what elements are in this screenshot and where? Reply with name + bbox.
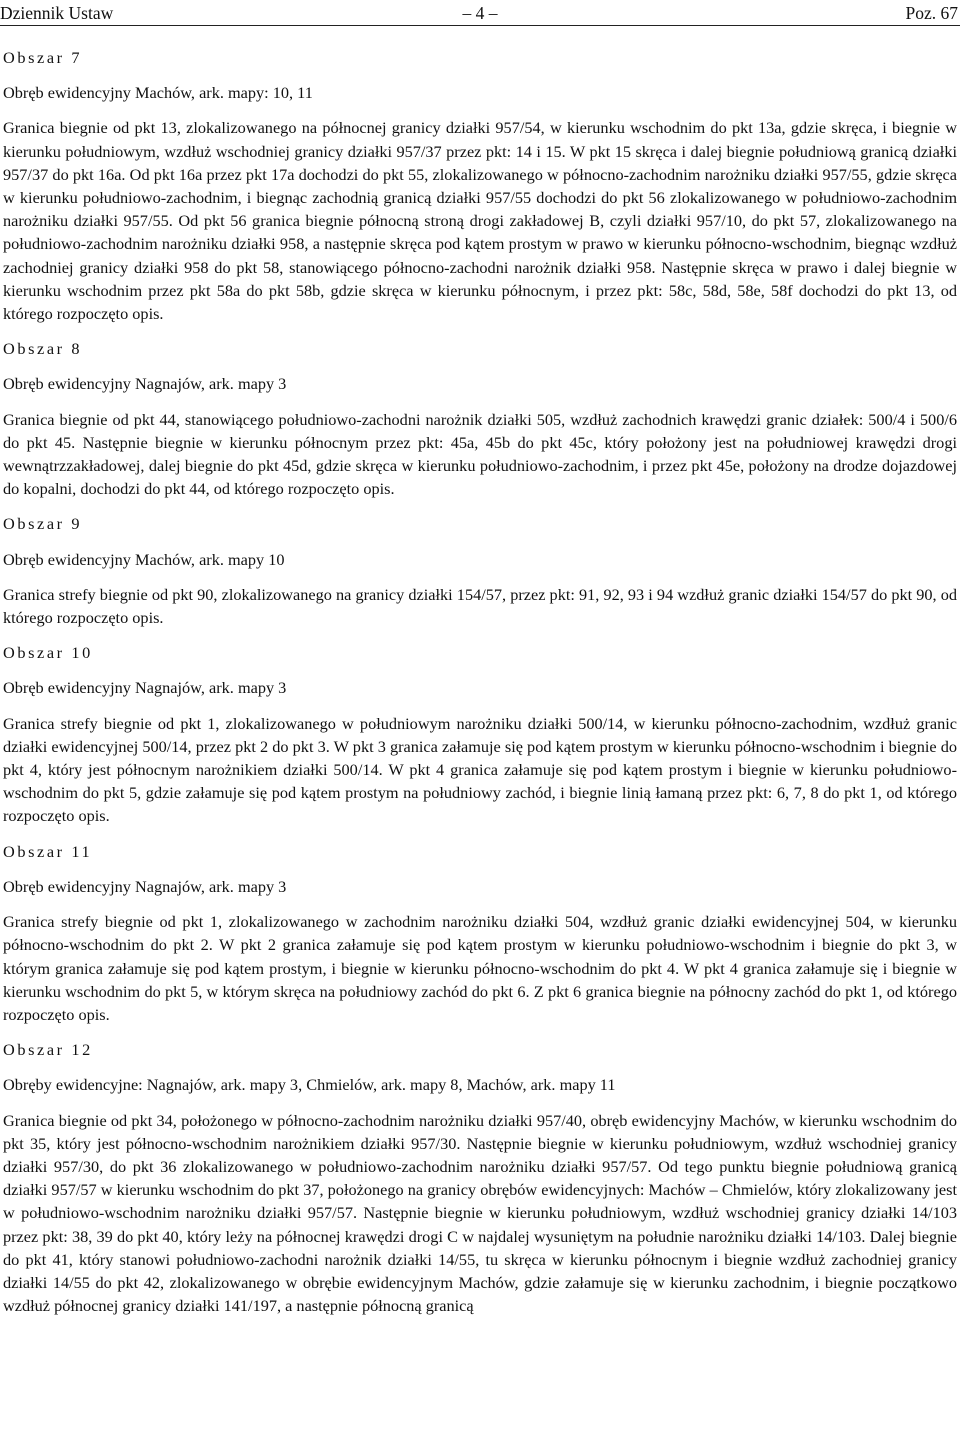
position-number: Poz. 67 [905, 3, 958, 23]
section-text: Granica strefy biegnie od pkt 1, zlokalizowanego w zachodnim narożniku działki 504, wzdłuż granic działki ewidencyjnej 504, w kierunku północno-wschodnim do pkt 2. W pkt 2 granica załamuje się pod kątem prostym w kierunku południowo-wschodnim i biegnie do pkt 3, w którym granica załamuje się pod kątem prostym, i biegnie w kierunku północno-wschodnim do pkt 4. W pkt 4 granica załamuje się i biegnie w kierunku wschodnim do pkt 5, w którym skręca na południowy zachód do pkt 6. Z pkt 6 granica biegnie na północny zachód do pkt 1, od którego rozpoczęto opis. [3, 912, 957, 1024]
section-title: Obszar 12 [3, 1040, 93, 1060]
section-title: Obszar 11 [3, 841, 93, 861]
section-title: Obszar 9 [3, 514, 83, 534]
section-text: Granica strefy biegnie od pkt 90, zlokalizowanego na granicy działki 154/57, przez pkt: 91, 92, 93 i 94 wzdłuż granic działki 154/57 do pkt 90, od którego rozpoczęto opis. [3, 584, 957, 628]
page-number: – 4 – [462, 3, 498, 23]
section-obreb: Obręb ewidencyjny Machów, ark. mapy: 10, 11 [3, 83, 313, 103]
section-text: Granica biegnie od pkt 13, zlokalizowanego na północnej granicy działki 957/54, w kierunku wschodnim do pkt 13a, gdzie skręca, i biegnie w kierunku południowym, wzdłuż wschodniej granicy działki 957/37 przez pkt: 14 i 15. W pkt 15 skręca i dalej biegnie południową granicą działki 957/37 do pkt 16a. Od pkt 16a przez pkt 17a dochodzi do pkt 55, zlokalizowanego w północno-zachodnim narożniku działki 957/55, gdzie skręca w kierunku południowo-zachodnim, i biegnąc zachodnią granicą działki 957/55 dochodzi do pkt 56 zlokalizowanego w południowo-zachodnim narożniku działki 957/55. Od pkt 56 granica biegnie północną stroną drogi zakładowej B, czyli działki 957/10, do pkt 57, zlokalizowanego na południowo-zachodnim narożniku działki 958, a następnie skręca pod kątem prostym w prawo w kierunku północno-wschodnim, biegnąc wzdłuż zachodniej granicy działki 958 do pkt 58, stanowiącego północno-zachodni narożnik działki 958. Następnie skręca w prawo i dalej biegnie w kierunku wschodnim przez pkt 58a do pkt 58b, gdzie skręca w kierunku północnym, i przez pkt: 58c, 58d, 58e, 58f dochodzi do pkt 13, od którego rozpoczęto opis. [3, 118, 957, 324]
journal-title: Dziennik Ustaw [0, 3, 114, 23]
section-obreb: Obręby ewidencyjne: Nagnajów, ark. mapy 3, Chmielów, ark. mapy 8, Machów, ark. mapy 11 [3, 1075, 616, 1095]
section-title: Obszar 10 [3, 643, 93, 663]
section-title: Obszar 8 [3, 339, 83, 359]
section-obreb: Obręb ewidencyjny Nagnajów, ark. mapy 3 [3, 678, 287, 698]
section-title: Obszar 7 [3, 48, 83, 67]
section-obreb: Obręb ewidencyjny Nagnajów, ark. mapy 3 [3, 876, 287, 896]
document-body [3, 46, 957, 1317]
section-obreb: Obręb ewidencyjny Nagnajów, ark. mapy 3 [3, 374, 287, 394]
section-obreb: Obręb ewidencyjny Machów, ark. mapy 10 [3, 549, 285, 569]
section-text: Granica strefy biegnie od pkt 1, zlokalizowanego w południowym narożniku działki 500/14, w kierunku północno-zachodnim, wzdłuż granic działki ewidencyjnej 500/14, przez pkt 2 do pkt 3. W pkt 3 granica załamuje się pod kątem prostym w kierunku północno-wschodnim i biegnie do pkt 4, który jest północnym narożnikiem działki 500/14. W pkt 4 granica załamuje się pod kątem prostym i biegnie w kierunku południowo-wschodnim do pkt 5, gdzie załamuje się pod kątem prostym na południowy zachód, i biegnie linią łamaną przez pkt: 6, 7, 8 do pkt 1, od którego rozpoczęto opis. [3, 713, 957, 826]
section-obszar-7 [3, 46, 957, 325]
section-text: Granica biegnie od pkt 34, położonego w północno-zachodnim narożniku działki 957/40, obręb ewidencyjny Machów, w kierunku wschodnim do pkt 35, który jest północno-wschodnim narożnikiem działki 957/30. Następnie biegnie w kierunku południowym, wzdłuż wschodniej granicy działki 957/30, do pkt 36 zlokalizowanego w południowo-zachodnim narożniku działki 957/57. Od tego punktu biegnie południową granicą działki 957/57 w kierunku wschodnim do pkt 37, położonego na granicy obrębów ewidencyjnych: Machów – Chmielów, który zlokalizowany jest w południowo-wschodnim narożniku działki 957/57. Następnie biegnie w kierunku południowym, wzdłuż wschodniej granicy działki 14/103 przez pkt: 38, 39 do pkt 40, który leży na północnej krawędzi drogi C w najdalej wysuniętym na południe narożniku działki 14/103. Dalej biegnie do pkt 41, który stanowi południowo-zachodni narożnik działki 14/55, tu skręca w kierunku północnym i biegnie wzdłuż zachodniej granicy działki 14/55 do pkt 42, zlokalizowanego w obrębie ewidencyjnym Machów, gdzie załamuje się w kierunku zachodnim, i biegnie początkowo wzdłuż północnej granicy działki 141/197, a następnie północną granicą [3, 1110, 957, 1316]
section-obszar-9 [3, 512, 957, 629]
section-text: Granica biegnie od pkt 44, stanowiącego południowo-zachodni narożnik działki 505, wzdłuż zachodnich krawędzi granic działek: 500/4 i 500/6 do pkt 45. Następnie biegnie w kierunku północnym przez pkt: 45a, 45b do pkt 45c, który położony jest na południowej krawędzi drogi wewnątrzzakładowej, dalej biegnie do pkt 45d, gdzie skręca w kierunku południowo-zachodnim, i przez pkt 45e, położony na drodze dojazdowej do kopalni, dochodzi do pkt 44, od którego rozpoczęto opis. [3, 409, 957, 499]
section-obszar-10 [3, 641, 957, 827]
section-obszar-8 [3, 337, 957, 500]
header-rule [0, 25, 960, 26]
section-obszar-12 [3, 1038, 957, 1317]
section-obszar-11 [3, 840, 957, 1026]
page-header [0, 2, 960, 24]
